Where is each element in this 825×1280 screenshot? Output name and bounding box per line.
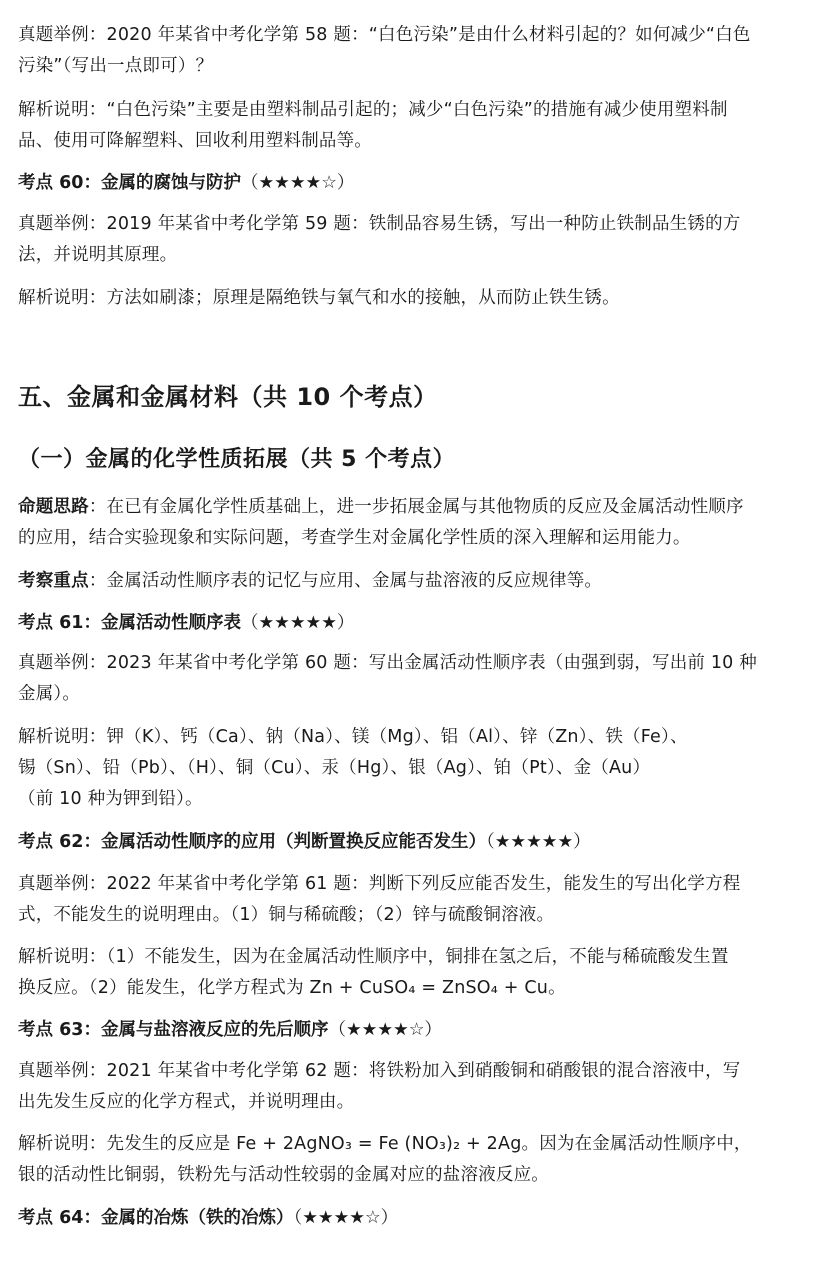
text-line: 的应用，结合实验现象和实际问题，考查学生对金属化学性质的深入理解和运用能力。 [18, 528, 691, 548]
text-line: 银的活动性比铜弱，铁粉先与活动性较弱的金属对应的盐溶液反应。 [18, 1165, 549, 1185]
example-paragraph [18, 20, 813, 82]
text-line: 解析说明：方法如刷漆；原理是隔绝铁与氧气和水的接触，从而防止铁生锈。 [18, 288, 620, 308]
analysis-paragraph [18, 1129, 813, 1191]
text-line: 真题举例：2021 年某省中考化学第 62 题：将铁粉加入到硝酸铜和硝酸银的混合溶液中，写 [18, 1061, 741, 1081]
section-title: 五、金属和金属材料（共 10 个考点） [18, 383, 438, 411]
text-line: 真题举例：2023 年某省中考化学第 60 题：写出金属活动性顺序表（由强到弱，写出前 10 种 [18, 653, 757, 673]
text-line: 换反应。（2）能发生，化学方程式为 Zn + CuSO₄ = ZnSO₄ + Cu。 [18, 978, 566, 998]
exam-point-heading [18, 827, 813, 858]
text-line: 解析说明：先发生的反应是 Fe + 2AgNO₃ = Fe (NO₃)₂ + 2Ag。因为在金属活动性顺序中， [18, 1134, 752, 1154]
subsection-title: （一）金属的化学性质拓展（共 5 个考点） [18, 447, 456, 472]
example-paragraph [18, 1056, 813, 1118]
text-line: 真题举例：2022 年某省中考化学第 61 题：判断下列反应能否发生，能发生的写出化学方程 [18, 874, 741, 894]
text-line: 式，不能发生的说明理由。（1）铜与稀硫酸；（2）锌与硫酸铜溶液。 [18, 905, 555, 925]
star-rating: （★★★★☆） [293, 1208, 399, 1228]
example-paragraph [18, 648, 813, 710]
text-line: 解析说明：“白色污染”主要是由塑料制品引起的；减少“白色污染”的措施有减少使用塑料制 [18, 100, 728, 120]
text-line: ：金属活动性顺序表的记忆与应用、金属与盐溶液的反应规律等。 [88, 571, 603, 591]
paragraph-label: 命题思路 [18, 497, 89, 517]
text-line: 污染”（写出一点即可）？ [18, 56, 214, 76]
analysis-paragraph [18, 283, 813, 314]
intent-paragraph [18, 492, 813, 554]
exam-point-heading [18, 1203, 813, 1234]
exam-point-heading [18, 168, 813, 199]
star-rating: （★★★★★） [240, 613, 355, 633]
text-line: 法，并说明其原理。 [18, 245, 178, 265]
star-rating: （★★★★☆） [240, 173, 355, 193]
analysis-paragraph [18, 95, 813, 157]
example-paragraph [18, 869, 813, 931]
text-line: （前 10 种为钾到铅）。 [18, 789, 203, 809]
text-line: ：在已有金属化学性质基础上，进一步拓展金属与其他物质的反应及金属活动性顺序 [88, 497, 744, 517]
star-rating: （★★★★★） [485, 832, 591, 852]
exam-point-label: 考点 61：金属活动性顺序表 [18, 613, 241, 633]
text-line: 出先发生反应的化学方程式，并说明理由。 [18, 1092, 355, 1112]
exam-point-label: 考点 64：金属的冶炼（铁的冶炼） [18, 1208, 294, 1228]
analysis-paragraph [18, 722, 813, 815]
analysis-paragraph [18, 942, 813, 1004]
star-rating: （★★★★☆） [328, 1020, 442, 1040]
exam-point-label: 考点 60：金属的腐蚀与防护 [18, 173, 241, 193]
text-line: 品、使用可降解塑料、回收利用塑料制品等。 [18, 131, 372, 151]
paragraph-label: 考察重点 [18, 571, 89, 591]
section-heading [18, 380, 813, 414]
example-paragraph [18, 209, 813, 271]
text-line: 真题举例：2020 年某省中考化学第 58 题：“白色污染”是由什么材料引起的？如何减少“白色 [18, 25, 751, 45]
exam-point-label: 考点 62：金属活动性顺序的应用（判断置换反应能否发生） [18, 832, 486, 852]
text-line: 锡（Sn）、铅（Pb）、（H）、铜（Cu）、汞（Hg）、银（Ag）、铂（Pt）、金（Au） [18, 758, 651, 778]
subsection-heading [18, 444, 813, 476]
text-line: 金属）。 [18, 684, 81, 704]
focus-paragraph [18, 566, 813, 597]
text-line: 解析说明：（1）不能发生，因为在金属活动性顺序中，铜排在氢之后，不能与稀硫酸发生置 [18, 947, 729, 967]
text-line: 真题举例：2019 年某省中考化学第 59 题：铁制品容易生锈，写出一种防止铁制品生锈的方 [18, 214, 741, 234]
exam-point-heading [18, 608, 813, 639]
exam-point-heading [18, 1015, 813, 1046]
exam-point-label: 考点 63：金属与盐溶液反应的先后顺序 [18, 1020, 329, 1040]
text-line: 解析说明：钾（K）、钙（Ca）、钠（Na）、镁（Mg）、铝（Al）、锌（Zn）、铁（Fe）、 [18, 727, 688, 747]
